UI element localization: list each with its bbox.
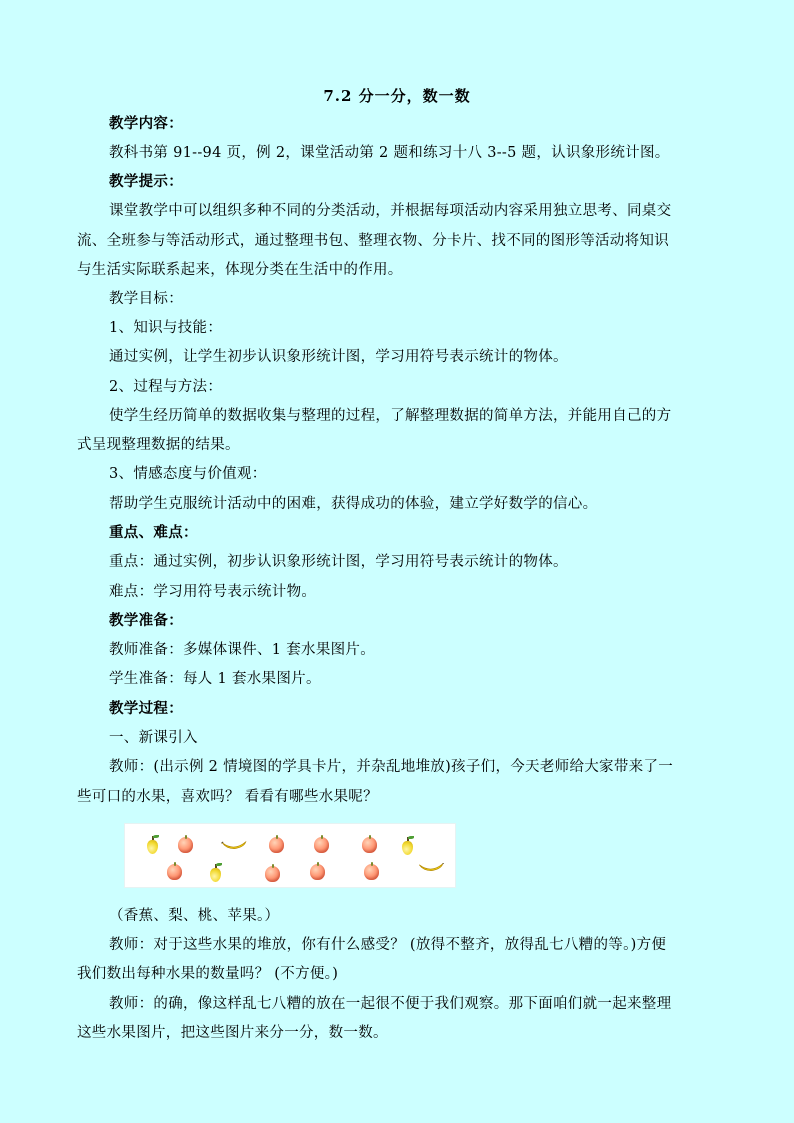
goal-3-heading: 3、情感态度与价值观： — [109, 466, 267, 482]
goal-2-text-2: 式呈现整理数据的结果。 — [77, 437, 240, 453]
banana-icon — [220, 841, 248, 850]
goal-2-heading: 2、过程与方法： — [109, 379, 223, 395]
heading-preparation: 教学准备： — [109, 612, 183, 629]
pear-icon — [147, 840, 158, 854]
pear-icon — [402, 841, 413, 855]
goal-1-heading: 1、知识与技能： — [109, 320, 223, 336]
goal-1-text: 通过实例，让学生初步认识象形统计图，学习用符号表示统计的物体。 — [109, 349, 568, 365]
peach-icon — [310, 864, 325, 880]
teacher-dialogue-3-line-2: 这些水果图片，把这些图片来分一分，数一数。 — [77, 1025, 388, 1041]
fruit-picture — [124, 823, 456, 888]
section-new-lesson-intro: 一、新课引入 — [109, 730, 198, 746]
teacher-dialogue-1-line-1: 教师：(出示例 2 情境图的学具卡片，并杂乱地堆放)孩子们，今天老师给大家带来了一 — [109, 759, 674, 775]
key-point-text: 重点：通过实例，初步认识象形统计图，学习用符号表示统计的物体。 — [109, 554, 568, 570]
peach-icon — [167, 864, 182, 880]
teaching-tips-text-1: 课堂教学中可以组织多种不同的分类活动，并根据每项活动内容采用独立思考、同桌交 — [109, 203, 672, 219]
heading-teaching-content: 教学内容： — [109, 115, 183, 132]
goal-2-text-1: 使学生经历简单的数据收集与整理的过程，了解整理数据的简单方法，并能用自己的方 — [109, 408, 672, 424]
peach-icon — [362, 837, 377, 853]
goal-3-text: 帮助学生克服统计活动中的困难，获得成功的体验，建立学好数学的信心。 — [109, 496, 598, 512]
teacher-dialogue-2-line-1: 教师：对于这些水果的堆放，你有什么感受？ (放得不整齐，放得乱七八糟的等。)方便 — [109, 937, 667, 953]
peach-icon — [269, 837, 284, 853]
teaching-content-text: 教科书第 91--94 页，例 2，课堂活动第 2 题和练习十八 3--5 题，认识象形统计图。 — [109, 145, 670, 161]
heading-teaching-tips: 教学提示： — [109, 173, 183, 190]
fruit-answer-text: （香蕉、梨、桃、苹果。） — [109, 908, 280, 924]
heading-teaching-goals: 教学目标： — [109, 291, 183, 307]
peach-icon — [364, 864, 379, 880]
pear-icon — [210, 868, 221, 882]
difficulty-text: 难点：学习用符号表示统计物。 — [109, 584, 317, 600]
teacher-dialogue-2-line-2: 我们数出每种水果的数量吗？ (不方便。) — [77, 966, 339, 982]
teaching-tips-text-3: 与生活实际联系起来，体现分类在生活中的作用。 — [77, 262, 403, 278]
teacher-dialogue-3-line-1: 教师：的确，像这样乱七八糟的放在一起很不便于我们观察。那下面咱们就一起来整理 — [109, 996, 672, 1012]
heading-key-points: 重点、难点： — [109, 524, 198, 541]
lesson-title: 7.2 分一分，数一数 — [323, 87, 471, 105]
peach-icon — [265, 866, 280, 882]
heading-teaching-process: 教学过程： — [109, 700, 183, 717]
student-preparation-text: 学生准备：每人 1 套水果图片。 — [109, 671, 321, 687]
teacher-dialogue-1-line-2: 些可口的水果，喜欢吗？ 看看有哪些水果呢？ — [77, 789, 378, 805]
banana-icon — [417, 863, 445, 872]
teaching-tips-text-2: 流、全班参与等活动形式，通过整理书包、整理衣物、分卡片、找不同的图形等活动将知识 — [77, 233, 669, 249]
peach-icon — [314, 837, 329, 853]
teacher-preparation-text: 教师准备：多媒体课件、1 套水果图片。 — [109, 642, 376, 658]
peach-icon — [178, 837, 193, 853]
